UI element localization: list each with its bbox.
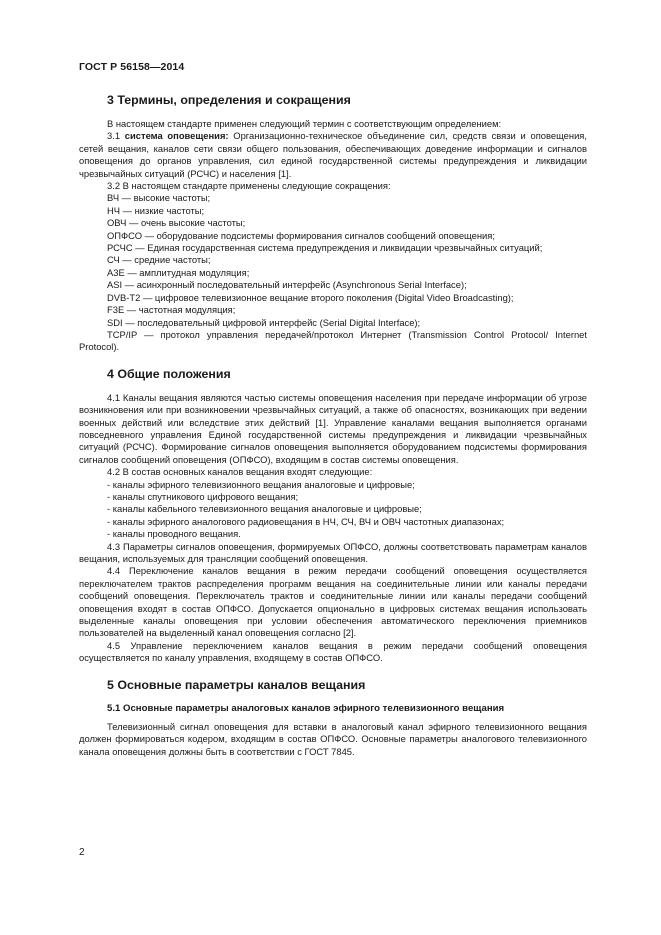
abbreviation-item: А3Е — амплитудная модуляция;: [107, 266, 250, 278]
abbreviation-item: DVB-T2 — цифровое телевизионное вещание второго поколения (Digital Video Broadcasting);: [107, 291, 514, 303]
abbreviation-item: SDI — последовательный цифровой интерфейс (Serial Digital Interface);: [107, 316, 421, 328]
section-4-title: 4 Общие положения: [107, 366, 231, 381]
section-3-title: 3 Термины, определения и сокращения: [107, 93, 351, 107]
abbreviation-item: СЧ — средние частоты;: [107, 254, 211, 266]
section-5-title: 5 Основные параметры каналов вещания: [107, 677, 366, 692]
page-number: 2: [79, 847, 85, 858]
section-3-intro: В настоящем стандарте применен следующий термин с соответствующим определением:: [107, 118, 502, 129]
abbreviation-item: НЧ — низкие частоты;: [107, 204, 205, 216]
paragraph-4-5: 4.5 Управление переключением каналов вещания в режим передачи сообщений оповещения осуществляется по каналу управления, входящему в состав ОПФСО.: [79, 639, 587, 664]
paragraph-4-3: 4.3 Параметры сигналов оповещения, формируемых ОПФСО, должны соответствовать параметрам каналов вещания, используемых для трансляции сообщений оповещения.: [79, 540, 587, 564]
channel-list-item: - каналы спутникового цифрового вещания;: [107, 490, 299, 502]
term-text: Организационно-техническое объединение сил, средств связи и оповещения, сетей вещания, каналов сети связи общего пользования, обеспечивающих доведение информации и сигналов оповещения до органов управления, сил единой государственной системы предупреждения и ликвидации чрезвычайных ситуаций (РСЧС) и населения [1].: [79, 130, 587, 179]
term-number: 3.1: [107, 130, 125, 142]
channel-list-item: - каналы эфирного аналогового радиовещания в НЧ, СЧ, ВЧ и ОВЧ частотных диапазонах;: [107, 515, 505, 527]
abbreviation-item: F3E — частотная модуляция;: [107, 304, 236, 316]
channel-list-item: - каналы эфирного телевизионного вещания аналоговые и цифровые;: [107, 478, 415, 490]
paragraph-4-1: 4.1 Каналы вещания являются частью системы оповещения населения при передаче информации об угрозе возникновения или при возникновении чрезвычайных ситуаций, а также об опасностях, возникающих при ведении военных действий или вследствие этих действий [1]. Управление каналами вещания выполняется органами повседневного управления Единой государственной системы предупреждения и ликвидации чрезвычайных ситуаций (РСЧС). Формирование сигналов оповещения выполняется оборудованием подсистемы формирования сигналов сообщений оповещения (ОПФСО), входящим в состав системы оповещения.: [79, 391, 587, 465]
document-body: [79, 92, 587, 758]
abbreviation-item: ОВЧ — очень высокие частоты;: [107, 217, 246, 229]
paragraph-5-1: Телевизионный сигнал оповещения для вставки в аналоговый канал эфирного телевизионного вещания должен формироваться кодером, входящим в состав ОПФСО. Основные параметры аналогового телевизионного канала оповещения должны быть в соответствии с ГОСТ 7845.: [79, 721, 587, 757]
abbreviations-intro: 3.2 В настоящем стандарте применены следующие сокращения:: [107, 180, 391, 192]
abbreviation-item: РСЧС — Единая государственная система предупреждения и ликвидации чрезвычайных ситуаций;: [107, 242, 543, 254]
subsection-5-1-title: 5.1 Основные параметры аналоговых каналов эфирного телевизионного вещания: [107, 702, 505, 714]
abbreviation-item: ОПФСО — оборудование подсистемы формирования сигналов сообщений оповещения;: [107, 229, 495, 241]
document-code-header: ГОСТ Р 56158—2014: [79, 61, 185, 73]
abbreviation-item: TCP/IP — протокол управления передачей/протокол Интернет (Transmission Control Protocol/ Internet Protocol).: [79, 328, 587, 353]
abbreviation-item: ВЧ — высокие частоты;: [107, 192, 211, 204]
term-name: система оповещения:: [124, 130, 229, 142]
channel-list-item: - каналы кабельного телевизионного вещания аналоговые и цифровые;: [107, 503, 422, 515]
paragraph-4-2: 4.2 В состав основных каналов вещания входят следующие:: [107, 466, 373, 478]
term-definition-3-1: [79, 130, 587, 180]
channel-list-item: - каналы проводного вещания.: [107, 528, 241, 540]
abbreviation-item: ASI — асинхронный последовательный интерфейс (Asynchronous Serial Interface);: [107, 279, 467, 291]
paragraph-4-4: 4.4 Переключение каналов вещания в режим передачи сообщений оповещения осуществляется переключателем трактов распределения программ вещания на соединительные линии или каналы передачи сообщений оповещения. Переключатель трактов и соединительные линии или каналы передачи сообщений оповещения входят в состав ОПФСО. Допускается опционально в цифровых системах вещания использовать выделенные каналы оповещения при условии обеспечения автоматического переключения приемников пользователей на выделенный канал оповещения согласно [2].: [79, 565, 587, 639]
